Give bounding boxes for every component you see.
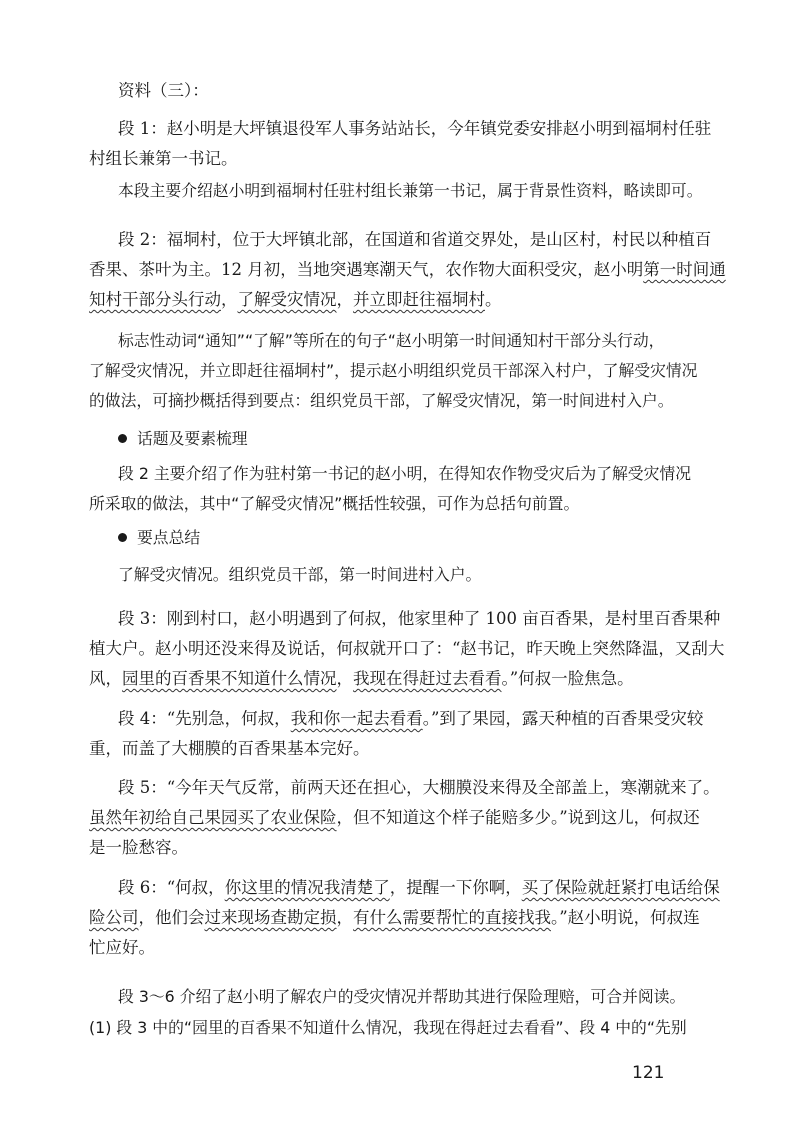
bullet-icon xyxy=(118,434,127,443)
segment-2: 段 2：福垌村，位于大坪镇北部，在国道和省道交界处，是山区村，村民以种植百 香果、茶叶为主。12 月初，当地突遇寒潮天气，农作物大面积受灾，赵小明第一时间通 知村干部分头行动，了解受灾情况，并立即赶往福垌村。 xyxy=(89,230,726,309)
key-phrase: 园里的百香果不知道什么情况 xyxy=(122,669,337,688)
key-phrase: 了解受灾情况 xyxy=(237,290,337,309)
key-phrase: 我和你一起去看看 xyxy=(290,709,423,728)
analysis-note-3: 段 2 主要介绍了作为驻村第一书记的赵小明，在得知农作物受灾后为了解受灾情况 所采取的做法，其中“了解受灾情况”概括性较强，可作为总括句前置。 xyxy=(89,464,691,513)
segment-3: 段 3：刚到村口，赵小明遇到了何叔，他家里种了 100 亩百香果，是村里百香果种 植大户。赵小明还没来得及说话，何叔就开口了：“赵书记，昨天晚上突然降温，又刮大 风，园里的百香果不知道什么情况，我现在得赶过去看看。”何叔一脸焦急。 xyxy=(89,609,725,688)
key-phrase: 知村干部分头行动 xyxy=(89,290,221,309)
segment-6: 段 6：“何叔，你这里的情况我清楚了，提醒一下你啊，买了保险就赶紧打电话给保 险公司，他们会过来现场查勘定损，有什么需要帮忙的直接找我。”赵小明说，何叔连 忙应好。 xyxy=(89,878,720,957)
key-phrase: 第一时间通 xyxy=(643,260,726,279)
key-phrase: 有什么需要帮忙的直接找我 xyxy=(353,908,551,927)
segment-5: 段 5：“今年天气反常，前两天还在担心，大棚膜没来得及全部盖上，寒潮就来了。 虽然年初给自己果园买了农业保险，但不知道这个样子能赔多少。”说到这儿，何叔还 是一脸愁容。 xyxy=(89,778,720,857)
segment-1: 段 1：赵小明是大坪镇退役军人事务站站长，今年镇党委安排赵小明到福垌村任驻 村组长兼第一书记。 xyxy=(89,119,712,168)
bullet-topic-elements: 话题及要素梳理 xyxy=(89,424,689,454)
key-phrase: 我现在得赶过去看看 xyxy=(353,669,502,688)
key-phrase: 买了保险就赶紧打电话给保 xyxy=(521,878,720,897)
bullet-key-summary: 要点总结 xyxy=(89,523,689,553)
segment-4: 段 4：“先别急，何叔，我和你一起去看看。”到了果园，露天种植的百香果受灾较 重，而盖了大棚膜的百香果基本完好。 xyxy=(89,709,704,758)
page-number: 121 xyxy=(632,1063,665,1083)
summary-text: 了解受灾情况。组织党员干部，第一时间进村入户。 xyxy=(118,565,482,584)
analysis-note-4: 段 3～6 介绍了赵小明了解农户的受灾情况并帮助其进行保险理赔，可合并阅读。 xyxy=(118,987,686,1006)
key-phrase: 你这里的情况我清楚了 xyxy=(224,878,390,897)
analysis-note-5: (1) 段 3 中的“园里的百香果不知道什么情况，我现在得赶过去看看”、段 4 中的“先别 xyxy=(89,1018,687,1037)
key-phrase: 虽然年初给自己果园买了农业保险 xyxy=(89,808,337,827)
key-phrase: 险公司 xyxy=(89,908,139,927)
analysis-note-1: 本段主要介绍赵小明到福垌村任驻村组长兼第一书记，属于背景性资料，略读即可。 xyxy=(118,181,703,200)
section-title: 资料（三）： xyxy=(118,81,209,100)
key-phrase: 并立即赶往福垌村 xyxy=(353,290,485,309)
analysis-note-2: 标志性动词“通知”“了解”等所在的句子“赵小明第一时间通知村干部分头行动， 了解受灾情况，并立即赶往福垌村”，提示赵小明组织党员干部深入村户，了解受灾情况 的做法，可摘抄概括得到要点：组织党员干部，了解受灾情况，第一时间进村入户。 xyxy=(89,331,698,410)
bullet-icon xyxy=(118,533,127,542)
key-phrase: 过来现场查勘定损 xyxy=(204,908,337,927)
